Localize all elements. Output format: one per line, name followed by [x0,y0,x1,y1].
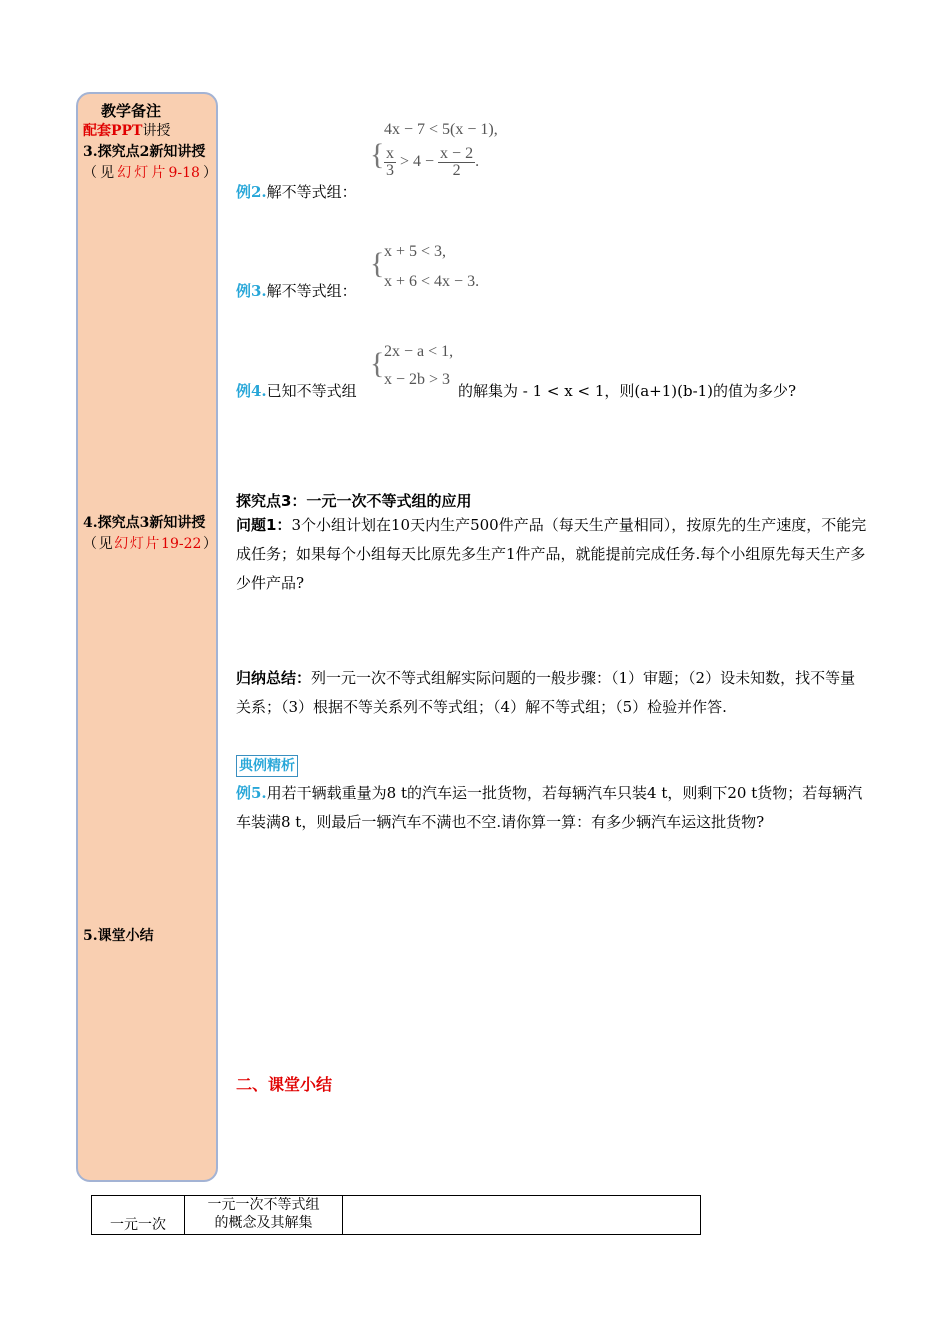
summary-steps-label: 归纳总结： [236,669,312,687]
sidebar-item-4-ref [83,534,217,555]
sidebar-ppt-rest: 讲授 [142,123,171,139]
example2-frac2-den: 2 [452,162,461,179]
example3-eq1: x + 5 < 3, [384,243,447,260]
summary-table [91,1195,701,1235]
example2-eq2-end: . [475,153,480,171]
example5-label: 例5. [236,784,267,802]
sidebar-ppt-label: 配套PPT [83,123,143,139]
summary-steps-text: 列一元一次不等式组解实际问题的一般步骤：（1）审题；（2）设未知数，找不等量关系；（3）根据不等关系列不等式组；（4）解不等式组；（5）检验并作答. [236,669,856,716]
summary-steps [236,664,868,722]
sidebar-item-3 [83,142,217,184]
example2-eq2-mid: > 4 − [400,153,435,171]
brace-icon: { [370,247,385,280]
example4-label: 例4. [236,382,267,400]
example3-label: 例3. [236,282,267,300]
sidebar-item-3-open: （见 [83,165,118,181]
sidebar-item-3-slides: 幻灯片9-18 [117,165,200,181]
summary-table-cell-2-line2: 的概念及其解集 [214,1215,313,1231]
sidebar-item-4-title: 4.探究点3新知讲授 [83,515,206,531]
example4-text-a: 已知不等式组 [266,382,357,400]
sidebar-item-3-ref [83,163,217,184]
summary-table-cell-2 [185,1196,343,1235]
summary-table-cell-2-line1: 一元一次不等式组 [207,1197,320,1213]
sidebar-item-5: 5.课堂小结 [83,928,154,944]
example2-label: 例2. [236,183,267,201]
sidebar-title: 教学备注 [101,102,162,120]
example2-system [370,120,498,179]
question1-label: 问题1： [236,516,292,534]
example2-frac2-num: x − 2 [440,145,474,162]
sidebar-item-4 [83,513,217,555]
example3-line [236,277,868,306]
brace-icon: { [370,347,385,380]
example4-eq2: x − 2b > 3 [384,371,451,388]
sidebar-item-4-open: （见 [83,536,115,552]
section3-heading: 探究点3：一元一次不等式组的应用 [236,492,472,510]
brace-icon: { [370,138,385,171]
section3-question1 [236,511,868,598]
example5 [236,779,868,837]
sidebar-item-3-close: ） [199,165,218,181]
example2-frac1-den: 3 [386,162,394,179]
sidebar-item-3-title: 3.探究点2新知讲授 [83,144,206,160]
example4-eq1: 2x − a < 1, [384,343,454,360]
question1-text: 3个小组计划在10天内生产500件产品（每天生产量相同），按原先的生产速度，不能完成任务；如果每个小组每天比原先多生产1件产品，就能提前完成任务.每个小组原先每天生产多少件产品? [236,516,867,592]
sidebar-item-4-slides: 幻灯片19-22 [114,536,202,552]
example2-frac1-num: x [386,145,394,162]
sidebar-item-4-close: ） [201,536,218,552]
example2-line [236,178,868,207]
section-two-title: 二、课堂小结 [236,1075,333,1094]
example4-text-b: 的解集为 - 1 < x < 1，则(a+1)(b-1)的值为多少? [458,382,797,400]
example3-text: 解不等式组： [266,282,357,300]
example2-eq1: 4x − 7 < 5(x − 1), [384,121,498,138]
example2-text: 解不等式组： [266,183,357,201]
example2-eq2 [384,146,498,179]
summary-table-cell-1-text: 一元一次 [110,1217,166,1233]
summary-table-cell-1 [92,1196,185,1235]
typical-example-heading [236,751,868,780]
example3-eq2: x + 6 < 4x − 3. [384,273,480,290]
example5-text: 用若干辆载重量为8 t的汽车运一批货物，若每辆汽车只装4 t，则剩下20 t货物；若每辆汽车装满8 t，则最后一辆汽车不满也不空.请你算一算：有多少辆汽车运这批货物? [236,784,863,831]
sidebar-ppt-note [83,121,217,142]
teaching-notes-sidebar [76,92,218,1182]
summary-table-cell-3 [343,1196,701,1235]
typical-example-label: 典例精析 [236,755,298,777]
